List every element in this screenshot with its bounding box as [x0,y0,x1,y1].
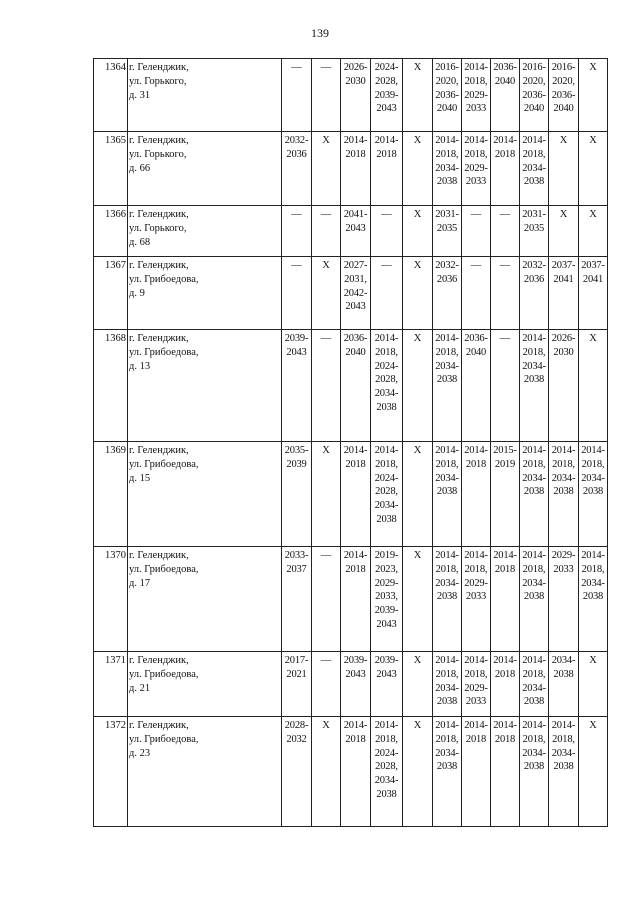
address-line: д. 17 [129,577,151,589]
address-line: ул. Горького, [129,148,187,160]
schedule-cell: 2037- 2041 [579,257,608,330]
table-row [94,330,608,442]
schedule-cell: 2014- 2018 [491,717,520,827]
schedule-cell: X [579,132,608,206]
schedule-cell: 2014- 2018, 2029- 2033 [462,132,491,206]
address-cell [128,547,282,652]
address-line: ул. Горького, [129,75,187,87]
schedule-cell: — [462,257,491,330]
schedule-cell: X [403,59,433,132]
schedule-cell: — [462,206,491,257]
schedule-cell: X [549,206,579,257]
address-cell [128,717,282,827]
schedule-cell: 2032- 2036 [433,257,462,330]
address-line: д. 23 [129,747,151,759]
schedule-cell: 2014- 2018, 2034- 2038 [549,442,579,547]
schedule-cell: 2031- 2035 [520,206,549,257]
row-number: 1365 [94,132,128,206]
schedule-cell: 2035- 2039 [282,442,312,547]
table-row [94,59,608,132]
schedule-cell: X [312,442,341,547]
schedule-cell: 2014- 2018 [491,652,520,717]
schedule-cell: 2036- 2040 [491,59,520,132]
schedule-cell: 2037- 2041 [549,257,579,330]
address-line: д. 21 [129,682,151,694]
address-cell [128,59,282,132]
schedule-cell: 2036- 2040 [341,330,371,442]
schedule-cell: X [403,206,433,257]
schedule-cell: 2014- 2018 [462,442,491,547]
schedule-cell: 2014- 2018 [462,717,491,827]
address-line: г. Геленджик, [129,62,189,73]
table-row [94,652,608,717]
schedule-cell: 2031- 2035 [433,206,462,257]
schedule-cell: X [579,717,608,827]
address-line: ул. Грибоедова, [129,563,199,575]
schedule-cell: 2039- 2043 [341,652,371,717]
schedule-cell: 2014- 2018, 2034- 2038 [433,547,462,652]
schedule-cell: X [403,132,433,206]
address-line: д. 9 [129,287,145,299]
row-number: 1369 [94,442,128,547]
table-row [94,257,608,330]
address-line: ул. Горького, [129,222,187,234]
schedule-cell: 2014- 2018, 2034- 2038 [433,652,462,717]
schedule-cell: 2014- 2018, 2034- 2038 [520,547,549,652]
address-line: ул. Грибоедова, [129,273,199,285]
schedule-cell: 2014- 2018, 2034- 2038 [579,547,608,652]
schedule-cell: — [491,330,520,442]
address-line: г. Геленджик, [129,720,189,731]
schedule-cell: 2019- 2023, 2029- 2033, 2039- 2043 [371,547,403,652]
schedule-cell: 2032- 2036 [282,132,312,206]
schedule-cell: 2014- 2018, 2029- 2033 [462,547,491,652]
address-line: ул. Грибоедова, [129,458,199,470]
schedule-cell: 2014- 2018, 2034- 2038 [520,132,549,206]
schedule-cell: — [282,59,312,132]
row-number: 1366 [94,206,128,257]
schedule-cell: 2014- 2018, 2029- 2033 [462,59,491,132]
schedule-cell: 2014- 2018, 2024- 2028, 2034- 2038 [371,717,403,827]
schedule-cell: — [312,547,341,652]
address-line: ул. Грибоедова, [129,733,199,745]
schedule-cell: X [403,547,433,652]
address-line: д. 31 [129,89,151,101]
row-number: 1368 [94,330,128,442]
row-number: 1367 [94,257,128,330]
schedule-cell: X [312,717,341,827]
address-line: г. Геленджик, [129,655,189,666]
schedule-cell: — [371,206,403,257]
schedule-cell: 2014- 2018 [491,132,520,206]
schedule-cell: 2014- 2018, 2034- 2038 [433,717,462,827]
address-cell [128,257,282,330]
address-line: г. Геленджик, [129,445,189,456]
schedule-cell: 2014- 2018 [371,132,403,206]
address-line: д. 68 [129,236,151,248]
schedule-cell: X [403,652,433,717]
schedule-cell: 2039- 2043 [371,652,403,717]
repair-schedule-table [93,58,608,827]
table-row [94,442,608,547]
address-line: ул. Грибоедова, [129,668,199,680]
schedule-cell: X [403,330,433,442]
schedule-cell: 2014- 2018 [491,547,520,652]
schedule-cell: 2041- 2043 [341,206,371,257]
schedule-cell: 2017- 2021 [282,652,312,717]
row-number: 1370 [94,547,128,652]
schedule-cell: 2014- 2018, 2024- 2028, 2034- 2038 [371,442,403,547]
schedule-cell: X [312,132,341,206]
schedule-cell: — [312,330,341,442]
address-cell [128,442,282,547]
schedule-cell: 2014- 2018, 2034- 2038 [520,442,549,547]
schedule-cell: X [579,652,608,717]
schedule-cell: X [579,59,608,132]
row-number: 1371 [94,652,128,717]
schedule-cell: 2039- 2043 [282,330,312,442]
schedule-cell: 2024- 2028, 2039- 2043 [371,59,403,132]
schedule-cell: X [312,257,341,330]
address-cell [128,206,282,257]
schedule-cell: 2014- 2018, 2034- 2038 [433,330,462,442]
schedule-cell: 2027- 2031, 2042- 2043 [341,257,371,330]
schedule-cell: 2014- 2018, 2034- 2038 [520,717,549,827]
table-body [94,59,608,827]
table-row [94,206,608,257]
schedule-cell: 2014- 2018, 2034- 2038 [433,442,462,547]
schedule-cell: 2014- 2018, 2029- 2033 [462,652,491,717]
address-line: г. Геленджик, [129,209,189,220]
schedule-cell: 2014- 2018, 2034- 2038 [433,132,462,206]
schedule-cell: 2014- 2018, 2034- 2038 [549,717,579,827]
schedule-cell: 2014- 2018 [341,717,371,827]
schedule-cell: 2014- 2018, 2034- 2038 [520,330,549,442]
address-cell [128,132,282,206]
schedule-cell: 2016- 2020, 2036- 2040 [549,59,579,132]
address-line: д. 13 [129,360,151,372]
schedule-cell: 2015- 2019 [491,442,520,547]
schedule-cell: — [282,257,312,330]
schedule-cell: 2026- 2030 [549,330,579,442]
schedule-cell: 2029- 2033 [549,547,579,652]
schedule-cell: X [549,132,579,206]
schedule-cell: 2026- 2030 [341,59,371,132]
schedule-cell: 2036- 2040 [462,330,491,442]
table-row [94,547,608,652]
schedule-cell: — [491,257,520,330]
schedule-cell: 2014- 2018, 2034- 2038 [520,652,549,717]
schedule-cell: X [403,257,433,330]
address-line: г. Геленджик, [129,135,189,146]
address-line: ул. Грибоедова, [129,346,199,358]
schedule-cell: — [312,652,341,717]
address-line: г. Геленджик, [129,333,189,344]
schedule-cell: 2014- 2018, 2024- 2028, 2034- 2038 [371,330,403,442]
schedule-cell: — [312,206,341,257]
schedule-cell: 2014- 2018 [341,132,371,206]
schedule-cell: — [312,59,341,132]
schedule-cell: 2034- 2038 [549,652,579,717]
schedule-cell: — [371,257,403,330]
schedule-cell: — [491,206,520,257]
schedule-cell: X [403,717,433,827]
schedule-cell: 2014- 2018, 2034- 2038 [579,442,608,547]
address-line: д. 66 [129,162,151,174]
schedule-cell: — [282,206,312,257]
schedule-cell: 2016- 2020, 2036- 2040 [433,59,462,132]
schedule-cell: 2033- 2037 [282,547,312,652]
schedule-cell: X [579,206,608,257]
schedule-cell: 2014- 2018 [341,547,371,652]
address-line: д. 15 [129,472,151,484]
schedule-cell: 2032- 2036 [520,257,549,330]
row-number: 1364 [94,59,128,132]
address-cell [128,330,282,442]
schedule-cell: X [403,442,433,547]
address-line: г. Геленджик, [129,550,189,561]
table-row [94,132,608,206]
schedule-cell: 2016- 2020, 2036- 2040 [520,59,549,132]
schedule-cell: X [579,330,608,442]
address-cell [128,652,282,717]
address-line: г. Геленджик, [129,260,189,271]
page-number: 139 [311,26,329,40]
row-number: 1372 [94,717,128,827]
table-row [94,717,608,827]
schedule-cell: 2028- 2032 [282,717,312,827]
schedule-cell: 2014- 2018 [341,442,371,547]
